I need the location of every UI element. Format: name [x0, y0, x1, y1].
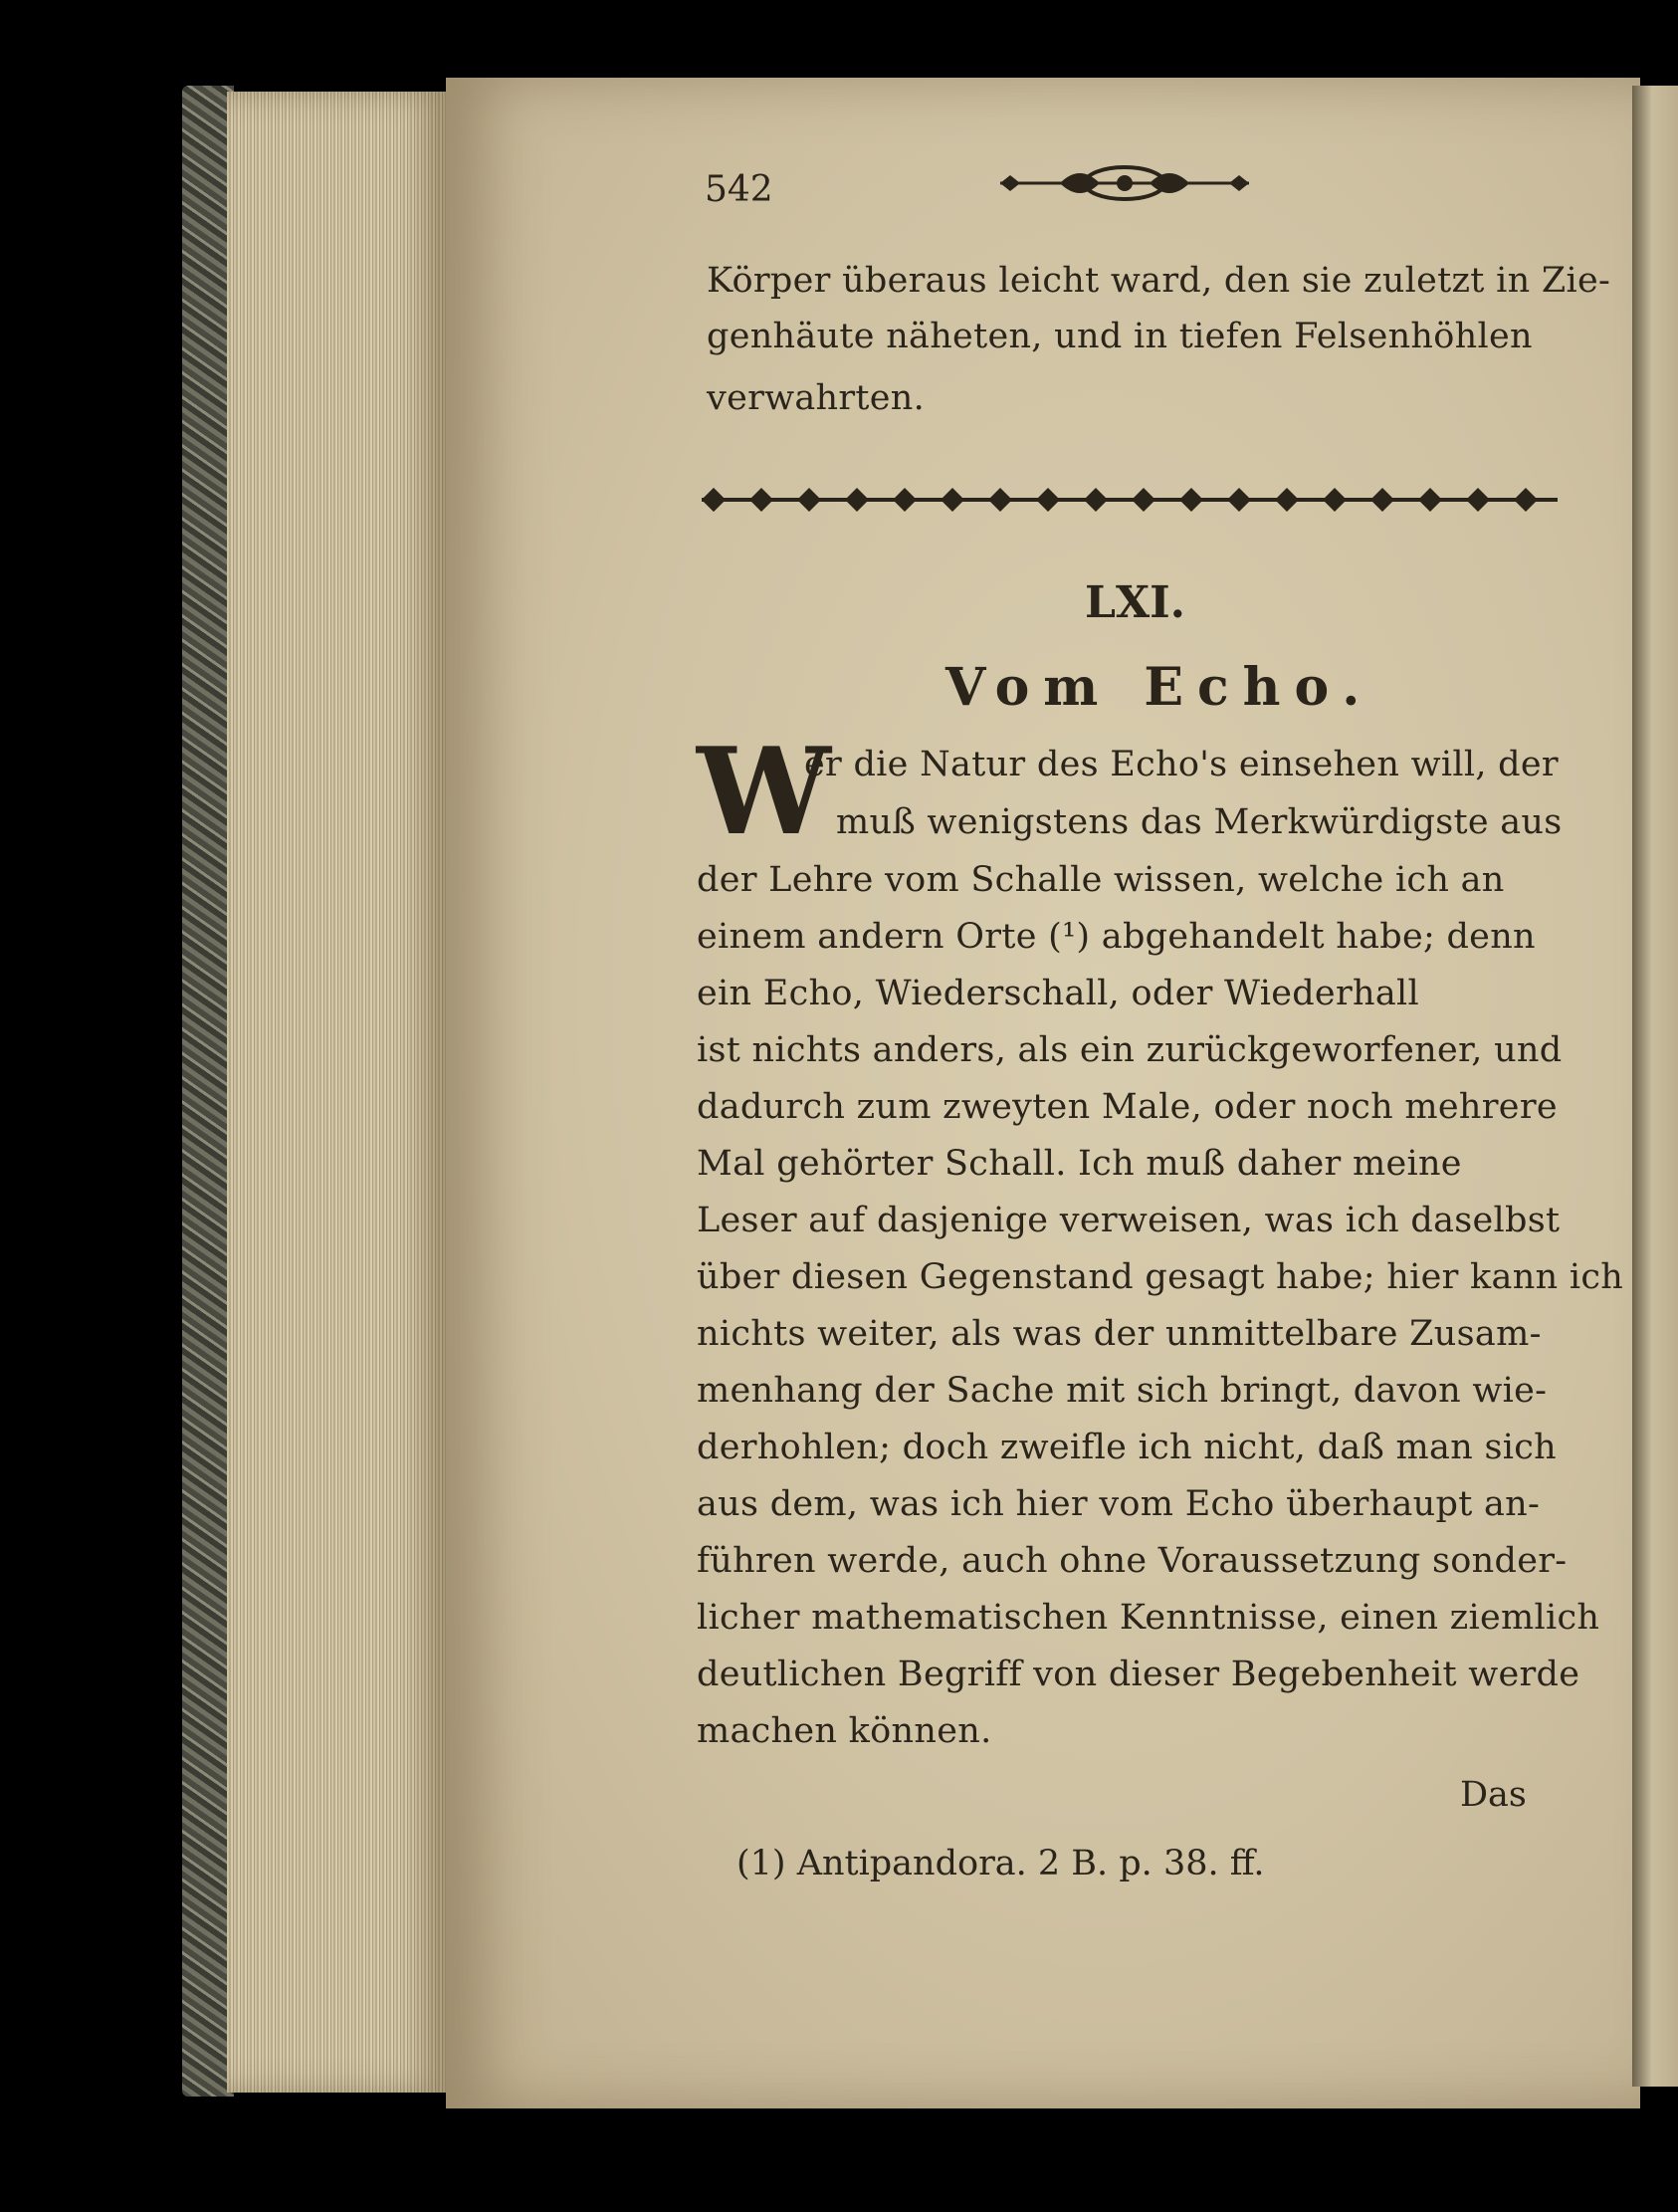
head-ornament	[990, 161, 1259, 205]
text-line: der Lehre vom Schalle wissen, welche ich an	[697, 860, 1505, 900]
text-line: ist nichts anders, als ein zurückgeworfener, und	[697, 1030, 1563, 1070]
page-number: 542	[705, 169, 773, 210]
drop-cap: W	[697, 722, 831, 862]
text-line: muß wenigstens das Merkwürdigste aus	[836, 802, 1563, 842]
text-line: über diesen Gegenstand gesagt habe; hier kann ich	[697, 1257, 1624, 1297]
text-line: führen werde, auch ohne Voraussetzung sonder-	[697, 1541, 1568, 1581]
text-line: er die Natur des Echo's einsehen will, der	[804, 745, 1559, 784]
text-line: genhäute näheten, und in tiefen Felsenhöhlen	[707, 317, 1533, 356]
catchword: Das	[1460, 1775, 1527, 1815]
chapter-title: Vom Echo.	[945, 657, 1374, 718]
chapter-number: LXI.	[1085, 577, 1185, 628]
page-stack-edge	[227, 92, 446, 2093]
text-line: Mal gehörter Schall. Ich muß daher meine	[697, 1144, 1462, 1184]
text-line: verwahrten.	[707, 378, 926, 418]
text-line: Körper überaus leicht ward, den sie zuletzt in Zie-	[707, 261, 1611, 301]
text-line: menhang der Sache mit sich bringt, davon wie-	[697, 1371, 1548, 1411]
text-line: aus dem, was ich hier vom Echo überhaupt an-	[697, 1484, 1541, 1524]
text-line: Leser auf dasjenige verweisen, was ich daselbst	[697, 1201, 1561, 1240]
text-line: derhohlen; doch zweifle ich nicht, daß man sich	[697, 1428, 1557, 1467]
text-line: dadurch zum zweyten Male, oder noch mehrere	[697, 1087, 1558, 1127]
text-line: einem andern Orte (¹) abgehandelt habe; denn	[697, 917, 1536, 957]
text-line: machen können.	[697, 1711, 992, 1751]
text-line: ein Echo, Wiederschall, oder Wiederhall	[697, 974, 1419, 1013]
text-line: licher mathematischen Kenntnisse, einen ziemlich	[697, 1598, 1600, 1638]
text-line: deutlichen Begriff von dieser Begebenheit werde	[697, 1655, 1580, 1694]
facing-page-edge	[1632, 86, 1678, 2087]
text-line: nichts weiter, als was der unmittelbare Zusam-	[697, 1314, 1542, 1354]
section-rule-ornament	[702, 480, 1558, 520]
footnote: (1) Antipandora. 2 B. p. 38. ff.	[736, 1844, 1265, 1883]
